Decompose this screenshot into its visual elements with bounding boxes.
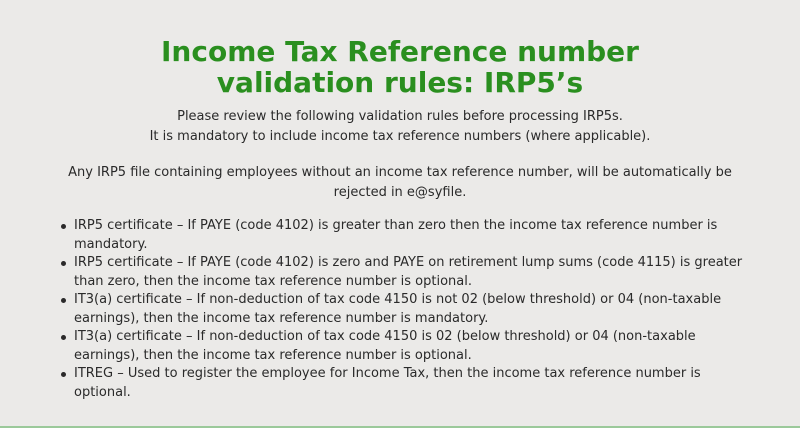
rule-item-it3a-mandatory: IT3(a) certificate – If non-deduction of tax code 4150 is not 02 (below threshold) or 04 (non-taxable earnings), then the income tax reference number is mandatory. [60,291,750,328]
rule-item-irp5-retirement-lump-sum: IRP5 certificate – If PAYE (code 4102) is zero and PAYE on retirement lump sums (code 4115) is greater than zero, then the income tax reference number is optional. [60,254,750,291]
rule-item-it3a-optional: IT3(a) certificate – If non-deduction of tax code 4150 is 02 (below threshold) or 04 (non-taxable earnings), then the income tax reference number is optional. [60,328,750,365]
intro-line-1: Please review the following validation rules before processing IRP5s. [177,109,623,124]
intro-text [0,107,800,147]
page-title [0,36,800,98]
rule-item-irp5-paye: IRP5 certificate – If PAYE (code 4102) is greater than zero then the income tax reference number is mandatory. [60,217,750,254]
page-title-line-1: Income Tax Reference number [161,35,639,68]
validation-rules-list [60,217,750,402]
rule-item-itreg: ITREG – Used to register the employee for Income Tax, then the income tax reference number is optional. [60,365,750,402]
page-title-line-2: validation rules: IRP5’s [216,66,584,99]
intro-line-2: It is mandatory to include income tax reference numbers (where applicable). [149,129,651,144]
rejection-warning: Any IRP5 file containing employees without an income tax reference number, will be automatically be rejected in e@syfile. [68,165,732,200]
